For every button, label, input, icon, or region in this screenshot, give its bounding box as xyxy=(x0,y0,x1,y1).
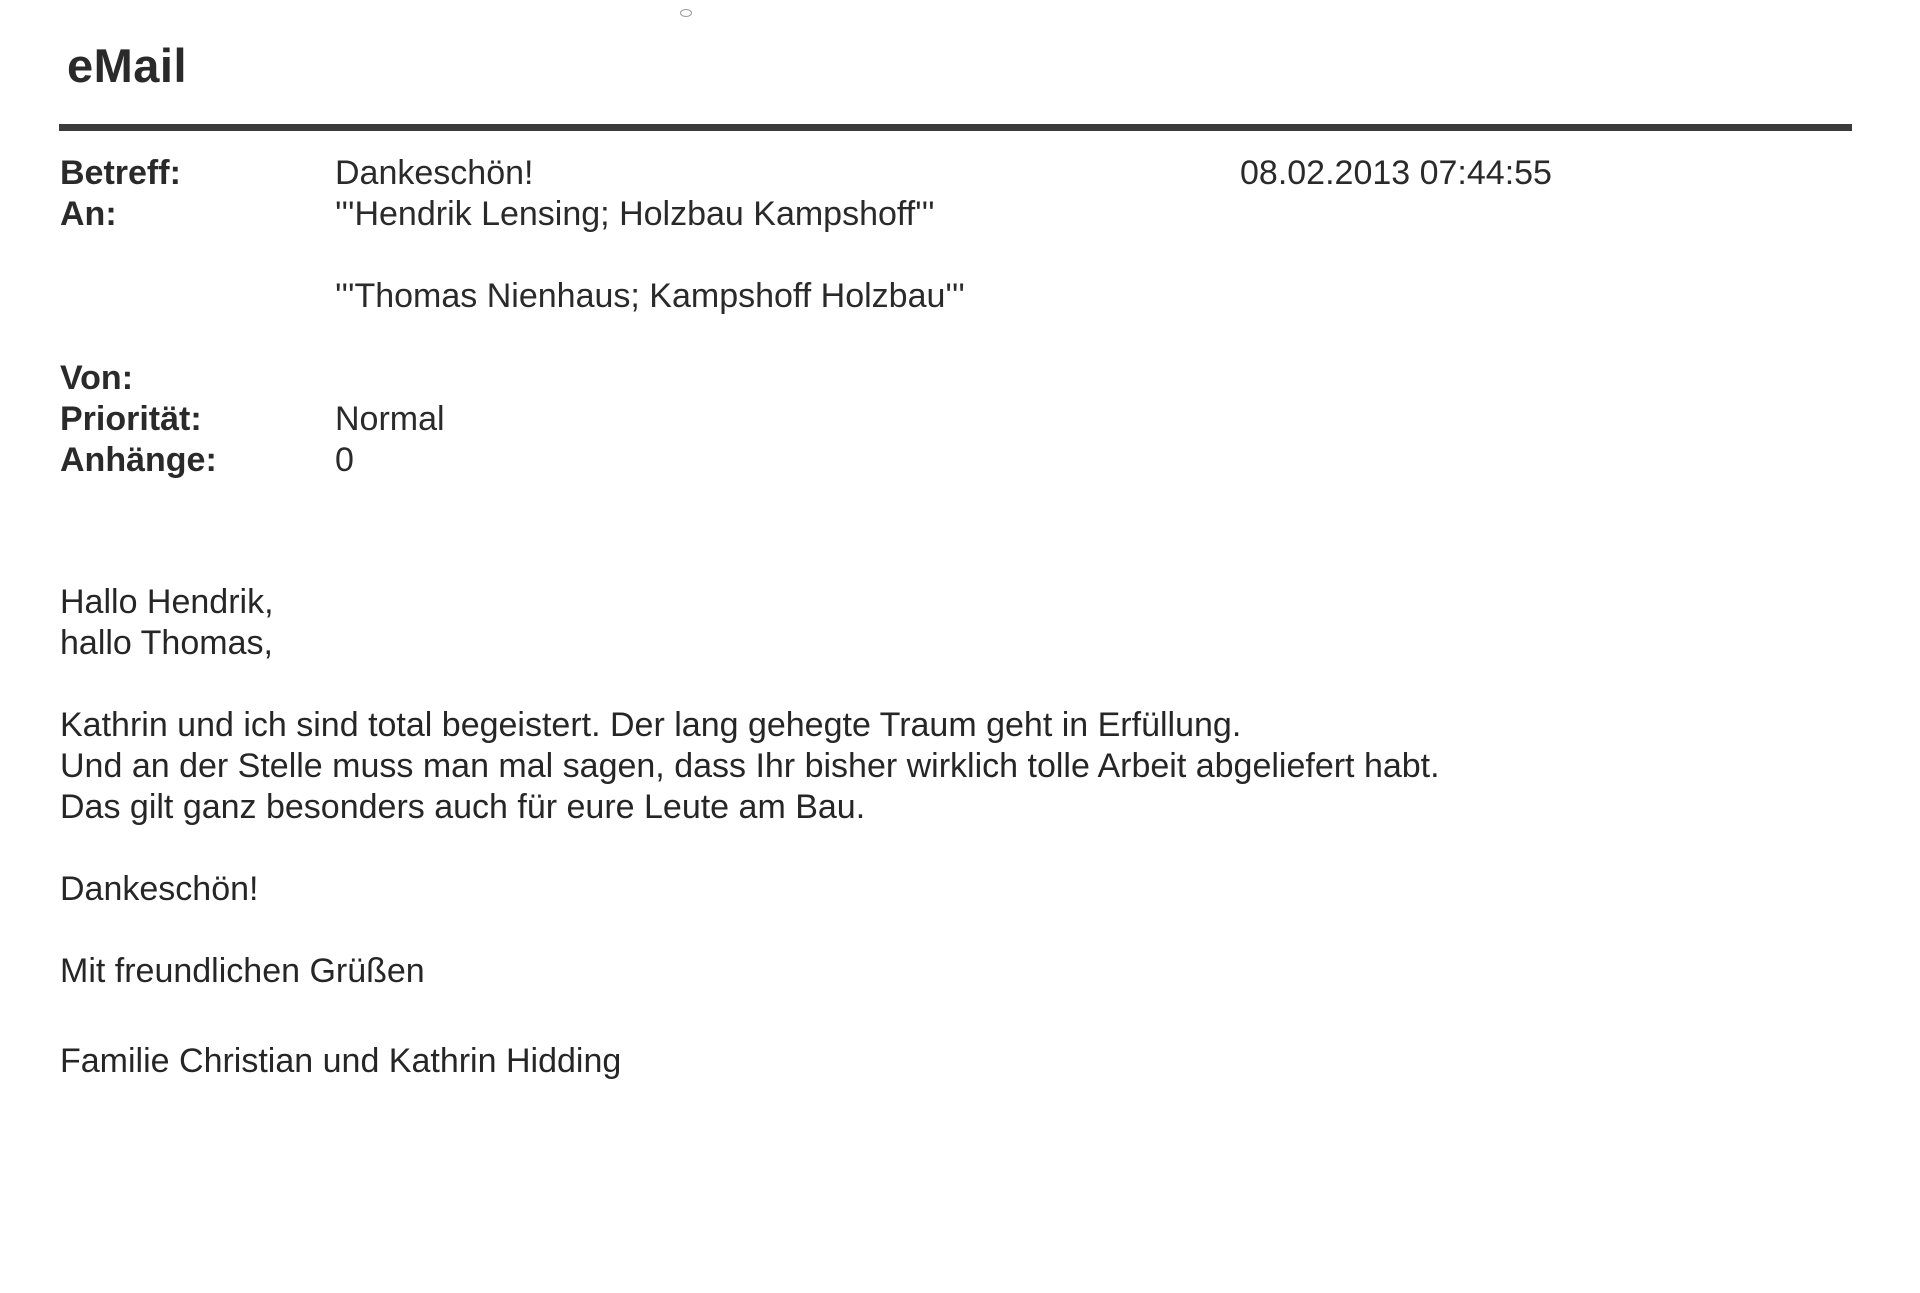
to-recipient-1: '''Hendrik Lensing; Holzbau Kampshoff''' xyxy=(335,195,935,233)
body-paragraph: Das gilt ganz besonders auch für eure Leute am Bau. xyxy=(60,788,866,826)
subject-value: Dankeschön! xyxy=(335,154,534,192)
signature-line: Familie Christian und Kathrin Hidding xyxy=(60,1042,622,1080)
to-label: An: xyxy=(60,195,117,233)
app-title: eMail xyxy=(67,39,188,92)
subject-label: Betreff: xyxy=(60,154,181,192)
email-body xyxy=(60,582,1840,1082)
body-paragraph: Und an der Stelle muss man mal sagen, dass Ihr bisher wirklich tolle Arbeit abgeliefert habt. xyxy=(60,747,1440,785)
scan-speck xyxy=(680,9,692,17)
from-label: Von: xyxy=(60,359,134,397)
closing-line: Mit freundlichen Grüßen xyxy=(60,952,425,990)
greeting-line: Hallo Hendrik, xyxy=(60,583,274,621)
greeting-line: hallo Thomas, xyxy=(60,624,273,662)
priority-value: Normal xyxy=(335,400,445,438)
to-recipient-2: '''Thomas Nienhaus; Kampshoff Holzbau''' xyxy=(335,277,965,315)
priority-label: Priorität: xyxy=(60,400,202,438)
body-paragraph: Kathrin und ich sind total begeistert. Der lang gehegte Traum geht in Erfüllung. xyxy=(60,706,1242,744)
attachments-label: Anhänge: xyxy=(60,441,217,479)
attachments-value: 0 xyxy=(335,441,354,479)
thanks-line: Dankeschön! xyxy=(60,870,259,908)
header-divider xyxy=(59,124,1852,131)
sent-date: 08.02.2013 07:44:55 xyxy=(1240,154,1552,192)
